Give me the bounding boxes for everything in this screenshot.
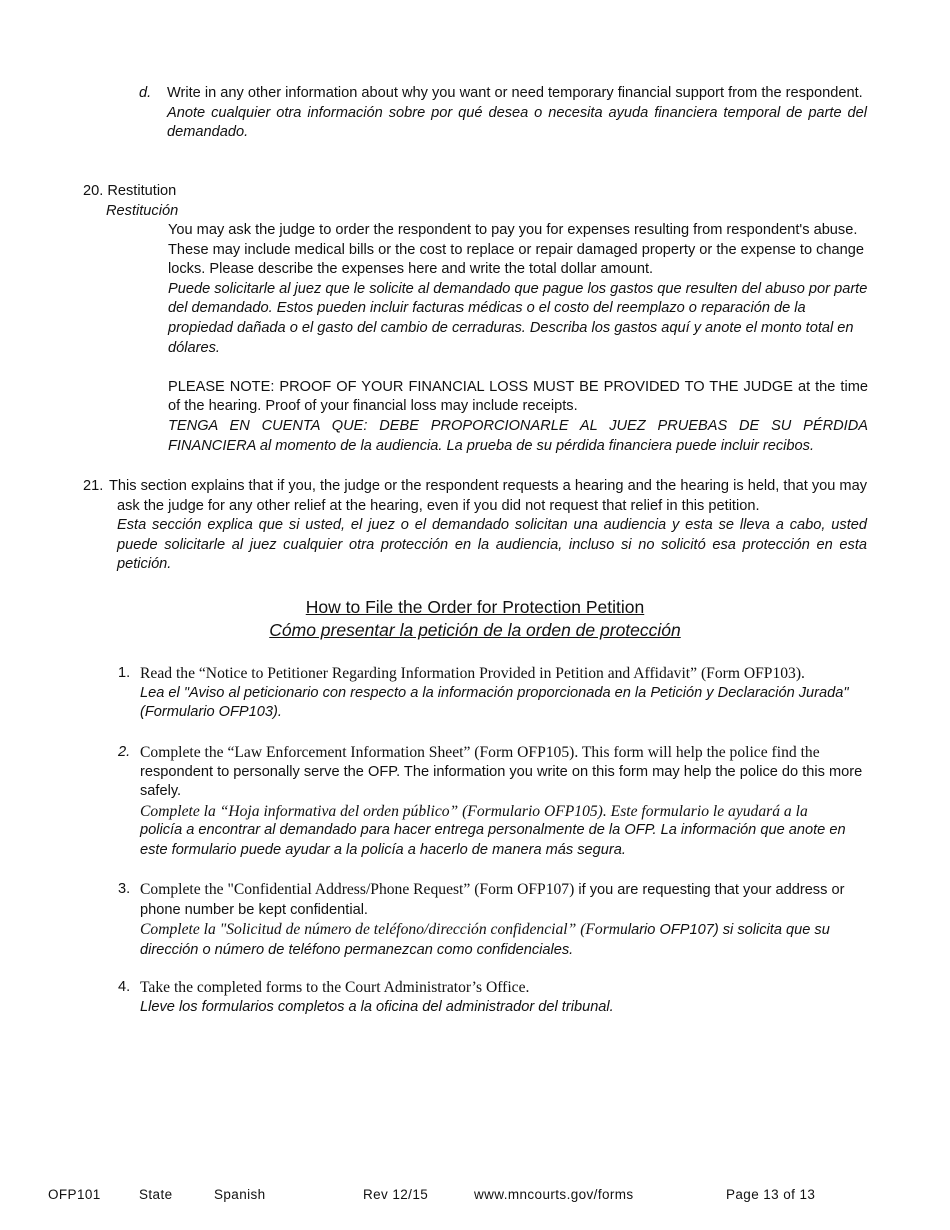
section-20-spanish: Puede solicitarle al juez que le solicite al demandado que pague los gastos que resulten del abuso por parte del demandado. Estos pueden incluir facturas médicas o el costo del reemplazo o reparación de la propiedad dañada o el gasto del cambio de cerraduras. Describa los gastos aquí y anote el monto total en dólares.: [168, 280, 868, 356]
step-2: [118, 743, 868, 861]
how-to-file-title-spanish: Cómo presentar la petición de la orden de protección: [269, 620, 681, 640]
section-20-title: 20. Restitution: [83, 183, 177, 199]
item-d: [139, 84, 867, 143]
item-d-letter: d.: [139, 85, 152, 101]
step-number: 1.: [118, 665, 131, 681]
footer-state: State: [139, 1187, 173, 1202]
step-number: 4.: [118, 979, 131, 995]
step-3: [118, 880, 868, 960]
page-footer: [48, 1185, 908, 1205]
step-3-english-b: if you are requesting that your address or phone number be kept confidential.: [140, 882, 845, 918]
footer-url: www.mncourts.gov/forms: [474, 1187, 634, 1202]
step-1-spanish: Lea el "Aviso al peticionario con respecto a la información proporcionada en la Petición y Declaración Jurada" (Formulario OFP103).: [140, 684, 849, 721]
step-1-english: Read the “Notice to Petitioner Regarding Information Provided in Petition and Affidavit” (Form OFP103).: [140, 665, 805, 682]
section-21: [83, 477, 867, 575]
step-number: 3.: [118, 881, 131, 897]
how-to-file-heading: [0, 596, 950, 642]
section-20-body: [168, 221, 868, 456]
section-20-english: You may ask the judge to order the respondent to pay you for expenses resulting from respondent's abuse. These may include medical bills or the cost to replace or repair damaged property or the expense to change locks. Please describe the expenses here and write the total dollar amount.: [168, 222, 865, 278]
step-2-spanish-b: policía a encontrar al demandado para hacer entrega personalmente de la OFP. La información que anote en este formulario puede ayudar a la policía a hacerlo de manera más segura.: [140, 822, 846, 858]
step-2-spanish-a: Complete la “Hoja informativa del orden público” (Formulario OFP105). Este formulario le ayudará a la: [140, 802, 808, 820]
section-21-english: This section explains that if you, the judge or the respondent requests a hearing and the hearing is held, that you may ask the judge for any other relief at the hearing, even if you did not request that relief in this petition.: [109, 478, 867, 514]
step-4: [118, 978, 868, 1017]
footer-revision: Rev 12/15: [363, 1187, 429, 1202]
footer-language: Spanish: [214, 1187, 266, 1202]
step-2-english-b: respondent to personally serve the OFP. The information you write on this form may help the police do this more safely.: [140, 763, 863, 800]
footer-page-number: Page 13 of 13: [726, 1187, 816, 1202]
step-4-spanish: Lleve los formularios completos a la oficina del administrador del tribunal.: [140, 998, 614, 1015]
item-d-spanish: Anote cualquier otra información sobre por qué desea o necesita ayuda financiera temporal de parte del demandado.: [167, 104, 867, 141]
step-3-english-a: Complete the "Confidential Address/Phone Request” (Form OFP107): [140, 881, 575, 898]
item-d-english: Write in any other information about why you want or need temporary financial support from the respondent.: [167, 85, 863, 101]
footer-form-number: OFP101: [48, 1187, 101, 1202]
section-21-number: 21.: [83, 478, 104, 494]
section-21-spanish: Esta sección explica que si usted, el juez o el demandado solicitan una audiencia y esta se lleva a cabo, usted puede solicitarle al juez cualquier otra protección en la audiencia, incluso si no solicitó esa protección en esta petición.: [117, 517, 867, 573]
section-20-note-english: PLEASE NOTE: PROOF OF YOUR FINANCIAL LOSS MUST BE PROVIDED TO THE JUDGE at the time of the hearing. Proof of your financial loss may include receipts.: [168, 378, 868, 415]
how-to-file-title: How to File the Order for Protection Petition: [305, 597, 645, 617]
step-4-english: Take the completed forms to the Court Administrator’s Office.: [140, 979, 530, 996]
step-1: [118, 664, 868, 723]
step-3-spanish-b: lario OFP107) si solicita que su dirección o número de teléfono permanezcan como confidenciales.: [140, 922, 830, 958]
section-20-title-spanish: Restitución: [106, 203, 179, 219]
section-20-note-spanish: TENGA EN CUENTA QUE: DEBE PROPORCIONARLE AL JUEZ PRUEBAS DE SU PÉRDIDA FINANCIERA al momento de la audiencia. La prueba de su pérdida financiera puede incluir recibos.: [168, 417, 868, 454]
step-number: 2.: [118, 744, 131, 760]
step-2-english-a: Complete the “Law Enforcement Information Sheet” (Form OFP105). This form will help the police find the: [140, 744, 820, 761]
step-3-spanish-a: Complete la "Solicitud de número de teléfono/dirección confidencial” (Formu: [140, 921, 628, 939]
